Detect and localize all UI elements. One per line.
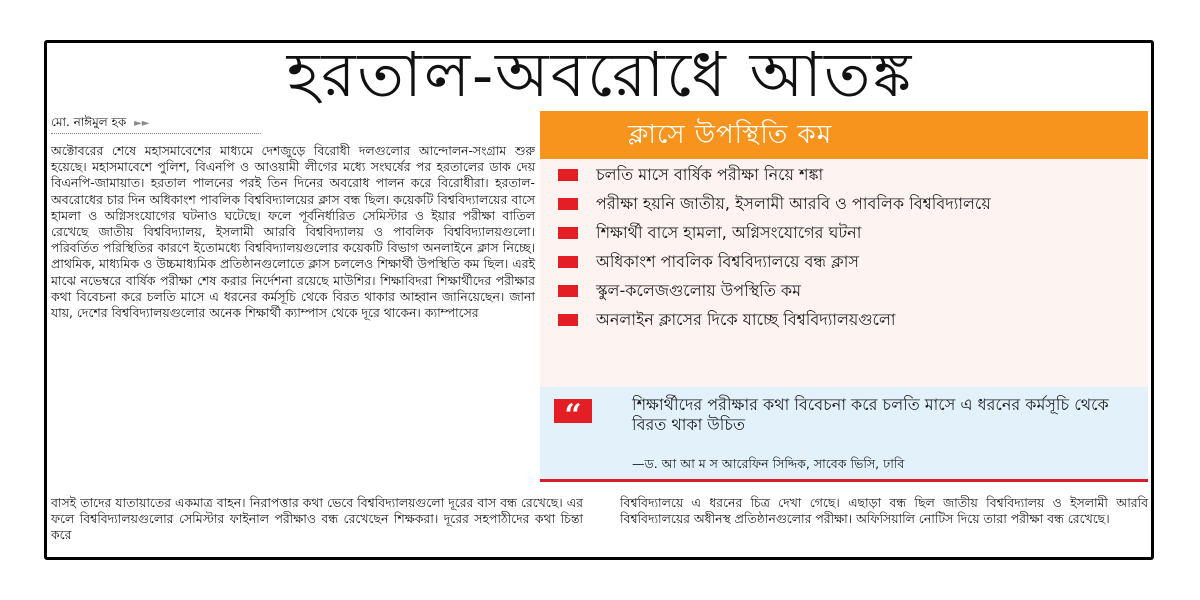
square-bullet-icon bbox=[558, 285, 578, 297]
quote-text: শিক্ষার্থীদের পরীক্ষার কথা বিবেচনা করে চলতি মাসে এ ধরনের কর্মসূচি থেকে বিরত থাকা উচিত bbox=[632, 395, 1109, 434]
highlight-text: অধিকাংশ পাবলিক বিশ্ববিদ্যালয়ে বন্ধ ক্লাস bbox=[596, 252, 859, 271]
square-bullet-icon bbox=[558, 314, 578, 326]
body-paragraph: বিশ্ববিদ্যালয়ে এ ধরনের চিত্র দেখা গেছে। এছাড়া বন্ধ ছিল জাতীয় বিশ্ববিদ্যালয় ও ইসলামী আরবি বিশ্ববিদ্যালয়ের অধীনস্থ প্রতিষ্ঠানগুলোর পরীক্ষা। অফিসিয়ালি নোটিস দিয়ে তারা পরীক্ষা বন্ধ রেখেছে। bbox=[620, 495, 1148, 527]
article-body-left-bottom bbox=[51, 495, 583, 544]
author-name: মো. নাঈমুল হক bbox=[51, 115, 127, 129]
highlight-text: পরীক্ষা হয়নি জাতীয়, ইসলামী আরবি ও পাবলিক বিশ্ববিদ্যালয়ে bbox=[596, 194, 991, 213]
newspaper-clipping bbox=[44, 40, 1154, 560]
quote-mark-icon: “ bbox=[554, 399, 592, 423]
highlight-item bbox=[558, 281, 1148, 301]
headline: হরতাল-অবরোধে আতঙ্ক bbox=[286, 40, 914, 111]
highlights-list bbox=[540, 159, 1148, 330]
body-paragraph: বাসই তাদের যাতায়াতের একমাত্র বাহন। নিরাপত্তার কথা ভেবে বিশ্ববিদ্যালয়গুলো দূরের বাস বন্ধ রেখেছে। এর ফলে বিশ্ববিদ্যালয়গুলোর সেমিস্টার ফাইনাল পরীক্ষাও বন্ধ রেখেছেন শিক্ষকরা। দূরের সহপাঠীদের কথা চিন্তা করে bbox=[51, 495, 583, 543]
body-paragraph: অক্টোবরের শেষে মহাসমাবেশের মাধ্যমে দেশজুড়ে বিরোধী দলগুলোর আন্দোলন-সংগ্রাম শুরু হয়েছে। মহাসমাবেশে পুলিশ, বিএনপি ও আওয়ামী লীগের মধ্যে সংঘর্ষের পর হরতালের ডাক দেয় বিএনপি-জামায়াত। হরতাল পালনের পরই তিন দিনের অবরোধ পালন করে বিরোধীরা। হরতাল-অবরোধের চার দিন অধিকাংশ পাবলিক বিশ্ববিদ্যালয়ের ক্লাস বন্ধ ছিল। কয়েকটি বিশ্ববিদ্যালয়ের বাসে হামলা ও অগ্নিসংযোগের ঘটনাও ঘটেছে। ফলে পূর্বনির্ধারিত সেমিস্টার ও ইয়ার পরীক্ষা বাতিল রেখেছে জাতীয় বিশ্ববিদ্যালয়, ইসলামী আরবি বিশ্ববিদ্যালয় ও পাবলিক বিশ্ববিদ্যালয়গুলো। পরিবর্তিত পরিস্থিতির কারণে ইতোমধ্যে বিশ্ববিদ্যালয়গুলোর কয়েকটি বিভাগ অনলাইনে ক্লাস নিচ্ছে। প্রাথমিক, মাধ্যমিক ও উচ্চমাধ্যমিক প্রতিষ্ঠানগুলোতে ক্লাস চললেও শিক্ষার্থী উপস্থিতি কম ছিল। এরই মাঝে নভেম্বরে বার্ষিক পরীক্ষা শেষ করার নির্দেশনা রয়েছে মাউশির। শিক্ষাবিদরা শিক্ষার্থীদের পরীক্ষার কথা বিবেচনা করে চলতি মাসে এ ধরনের কর্মসূচি থেকে বিরত থাকার আহ্বান জানিয়েছেন। জানা যায়, দেশের বিশ্ববিদ্যালয়গুলোর অনেক শিক্ষার্থী ক্যাম্পাস থেকে দূরে থাকেন। ক্যাম্পাসের bbox=[51, 143, 535, 321]
highlights-title: ক্লাসে উপস্থিতি কম bbox=[540, 111, 1148, 159]
highlight-item bbox=[558, 310, 1148, 330]
highlight-text: স্কুল-কলেজগুলোয় উপস্থিতি কম bbox=[596, 281, 802, 300]
square-bullet-icon bbox=[558, 227, 578, 239]
highlight-item bbox=[558, 223, 1148, 243]
highlights-box bbox=[540, 111, 1148, 387]
square-bullet-icon bbox=[558, 169, 578, 181]
square-bullet-icon bbox=[558, 198, 578, 210]
highlight-text: শিক্ষার্থী বাসে হামলা, অগ্নিসংযোগের ঘটনা bbox=[596, 223, 862, 242]
highlight-item bbox=[558, 252, 1148, 272]
pull-quote bbox=[540, 387, 1148, 482]
quote-attribution: —ড. আ আ ম স আরেফিন সিদ্দিক, সাবেক ভিসি, ঢাবি bbox=[632, 456, 905, 471]
square-bullet-icon bbox=[558, 256, 578, 268]
byline bbox=[51, 113, 261, 134]
article-body-right bbox=[620, 495, 1148, 527]
highlight-text: চলতি মাসে বার্ষিক পরীক্ষা নিয়ে শঙ্কা bbox=[596, 165, 824, 184]
highlight-item bbox=[558, 165, 1148, 185]
highlight-item bbox=[558, 194, 1148, 214]
article-body-left bbox=[51, 143, 535, 321]
byline-arrows-icon: ►► bbox=[134, 118, 150, 129]
highlight-text: অনলাইন ক্লাসের দিকে যাচ্ছে বিশ্ববিদ্যালয়গুলো bbox=[596, 310, 896, 329]
